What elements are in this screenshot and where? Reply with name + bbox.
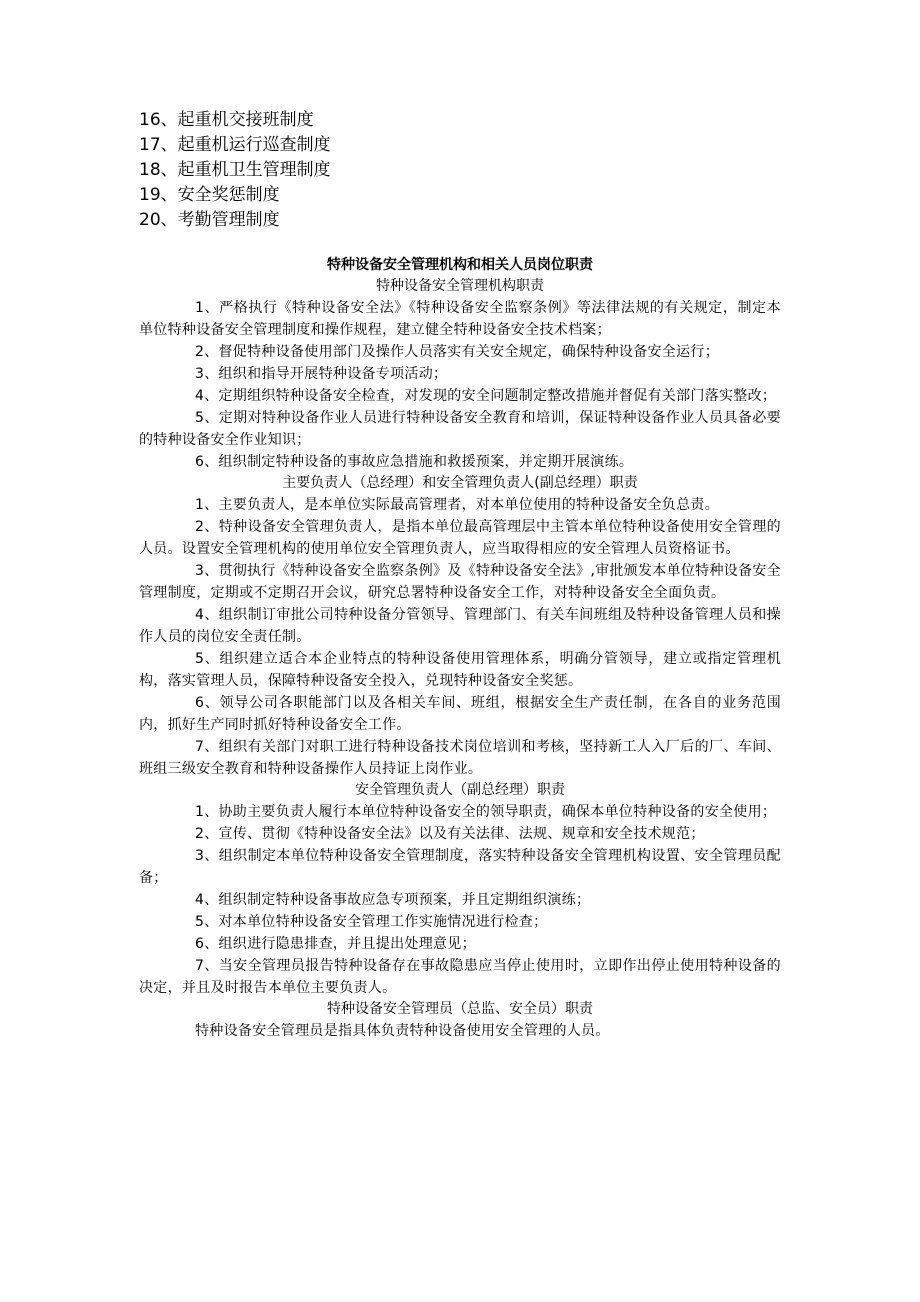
paragraph: 1、主要负责人，是本单位实际最高管理者，对本单位使用的特种设备安全负总责。	[195, 497, 720, 513]
paragraph: 6、组织制定特种设备的事故应急措施和救援预案，并定期开展演练。	[195, 454, 634, 470]
section-heading-principal: 主要负责人（总经理）和安全管理负责人(副总经理）职责	[282, 475, 638, 491]
document-body	[139, 252, 781, 1042]
section-heading-org: 特种设备安全管理机构职责	[376, 278, 544, 294]
paragraph: 6、领导公司各职能部门以及各相关车间、班组，根据安全生产责任制，在各自的业务范围内，抓好生产同时抓好特种设备安全工作。	[139, 695, 781, 733]
paragraph: 2、特种设备安全管理负责人，是指本单位最高管理层中主管本单位特种设备使用安全管理的人员。设置安全管理机构的使用单位安全管理负责人，应当取得相应的安全管理人员资格证书。	[139, 519, 781, 557]
list-item: 16、起重机交接班制度	[139, 110, 314, 130]
paragraph: 2、督促特种设备使用部门及操作人员落实有关安全规定，确保特种设备安全运行；	[195, 344, 720, 360]
list-item: 18、起重机卫生管理制度	[139, 160, 331, 180]
paragraph: 6、组织进行隐患排查，并且提出处理意见；	[195, 936, 476, 952]
section-heading-safety-officer: 特种设备安全管理员（总监、安全员）职责	[327, 1001, 593, 1017]
paragraph: 3、贯彻执行《特种设备安全监察条例》及《特种设备安全法》,审批颁发本单位特种设备安全管理制度，定期或不定期召开会议，研究总署特种设备安全工作，对特种设备安全全面负责。	[139, 563, 781, 601]
paragraph: 特种设备安全管理员是指具体负责特种设备使用安全管理的人员。	[195, 1023, 610, 1039]
list-item: 19、安全奖惩制度	[139, 185, 280, 205]
paragraph: 2、宣传、贯彻《特种设备安全法》以及有关法律、法规、规章和安全技术规范；	[195, 826, 705, 842]
section-heading-safety-lead: 安全管理负责人（副总经理）职责	[355, 782, 565, 798]
paragraph: 3、组织和指导开展特种设备专项活动；	[195, 366, 448, 382]
list-item: 17、起重机运行巡查制度	[139, 135, 331, 155]
paragraph: 5、定期对特种设备作业人员进行特种设备安全教育和培训，保证特种设备作业人员具备必要的特种设备安全作业知识；	[139, 410, 781, 448]
paragraph: 7、组织有关部门对职工进行特种设备技术岗位培训和考核，坚持新工人入厂后的厂、车间、班组三级安全教育和特种设备操作人员持证上岗作业。	[139, 739, 781, 777]
paragraph: 4、定期组织特种设备安全检查，对发现的安全问题制定整改措施并督促有关部门落实整改；	[195, 388, 777, 404]
system-list	[139, 108, 779, 233]
document-title: 特种设备安全管理机构和相关人员岗位职责	[327, 257, 593, 273]
paragraph: 7、当安全管理员报告特种设备存在事故隐患应当停止使用时，立即作出停止使用特种设备的决定，并且及时报告本单位主要负责人。	[139, 958, 781, 996]
paragraph: 5、组织建立适合本企业特点的特种设备使用管理体系，明确分管领导，建立或指定管理机构，落实管理人员，保障特种设备安全投入，兑现特种设备安全奖惩。	[139, 651, 781, 689]
paragraph: 1、协助主要负责人履行本单位特种设备安全的领导职责，确保本单位特种设备的安全使用；	[195, 804, 777, 820]
paragraph: 4、组织制定特种设备事故应急专项预案，并且定期组织演练；	[195, 892, 591, 908]
paragraph: 1、严格执行《特种设备安全法》《特种设备安全监察条例》等法律法规的有关规定，制定本单位特种设备安全管理制度和操作规程，建立健全特种设备安全技术档案；	[139, 300, 781, 338]
paragraph: 4、组织制订审批公司特种设备分管领导、管理部门、有关车间班组及特种设备管理人员和操作人员的岗位安全责任制。	[139, 607, 781, 645]
paragraph: 5、对本单位特种设备安全管理工作实施情况进行检查；	[195, 914, 548, 930]
paragraph: 3、组织制定本单位特种设备安全管理制度，落实特种设备安全管理机构设置、安全管理员配备；	[139, 848, 781, 886]
list-item: 20、考勤管理制度	[139, 210, 280, 230]
